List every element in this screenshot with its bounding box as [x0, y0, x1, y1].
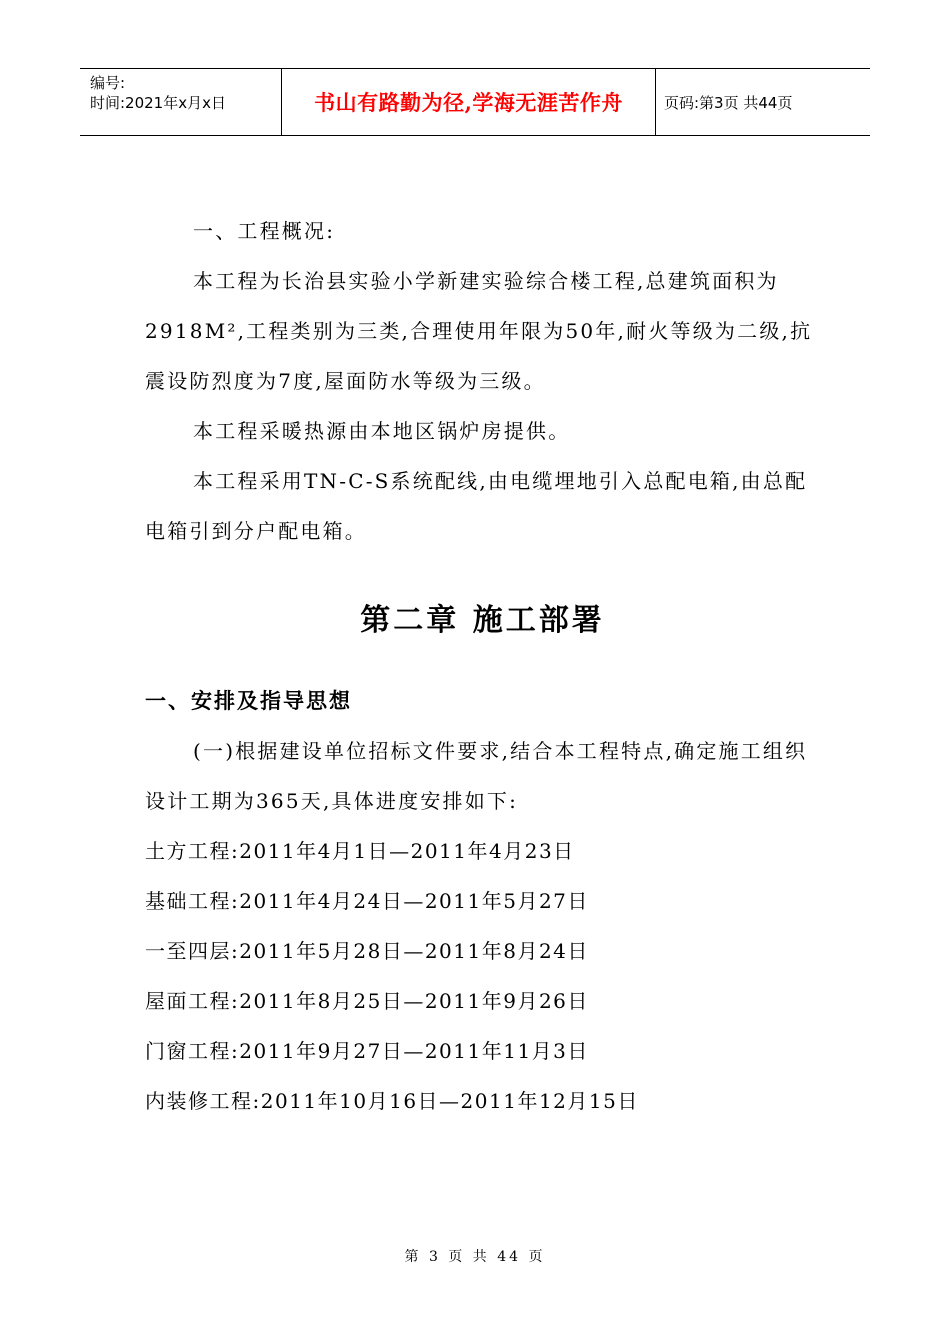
schedule-range: 2011年8月25日—2011年9月26日	[239, 989, 589, 1013]
schedule-label: 土方工程:	[145, 839, 240, 863]
schedule-label: 基础工程:	[145, 889, 240, 913]
schedule-list	[145, 826, 820, 1126]
date-label: 时间:2021年x月x日	[90, 94, 226, 112]
overview-paragraph-1: 本工程为长治县实验小学新建实验综合楼工程,总建筑面积为2918M²,工程类别为三类,合理使用年限为50年,耐火等级为二级,抗震设防烈度为7度,屋面防水等级为三级。	[145, 269, 813, 393]
section-heading: 一、安排及指导思想	[145, 688, 352, 713]
page-header	[80, 68, 870, 136]
schedule-item	[145, 826, 820, 876]
overview-paragraph-3: 本工程采用TN-C-S系统配线,由电缆埋地引入总配电箱,由总配电箱引到分户配电箱。	[145, 469, 808, 543]
schedule-range: 2011年4月1日—2011年4月23日	[239, 839, 575, 863]
schedule-range: 2011年4月24日—2011年5月27日	[239, 889, 589, 913]
schedule-item	[145, 1026, 820, 1076]
schedule-label: 屋面工程:	[145, 989, 240, 1013]
schedule-range: 2011年9月27日—2011年11月3日	[239, 1039, 589, 1063]
header-page-label: 页码:第3页 共44页	[664, 93, 793, 112]
schedule-item	[145, 876, 820, 926]
chapter-title: 第二章 施工部署	[360, 603, 605, 638]
document-body	[145, 206, 820, 1126]
page-footer: 第 3 页 共 44 页	[404, 1249, 546, 1265]
header-motto: 书山有路勤为径,学海无涯苦作舟	[282, 69, 656, 135]
section-paragraph-1: (一)根据建设单位招标文件要求,结合本工程特点,确定施工组织设计工期为365天,具体进度安排如下:	[145, 739, 808, 813]
schedule-range: 2011年5月28日—2011年8月24日	[239, 939, 589, 963]
schedule-label: 门窗工程:	[145, 1039, 240, 1063]
number-label: 编号:	[90, 74, 126, 92]
header-meta	[80, 69, 282, 135]
schedule-label: 内装修工程:	[145, 1089, 261, 1113]
schedule-range: 2011年10月16日—2011年12月15日	[260, 1089, 639, 1113]
overview-heading: 一、工程概况:	[193, 219, 336, 243]
schedule-item	[145, 1076, 820, 1126]
schedule-item	[145, 926, 820, 976]
schedule-item	[145, 976, 820, 1026]
schedule-label: 一至四层:	[145, 939, 240, 963]
overview-paragraph-2: 本工程采暖热源由本地区锅炉房提供。	[193, 419, 571, 443]
